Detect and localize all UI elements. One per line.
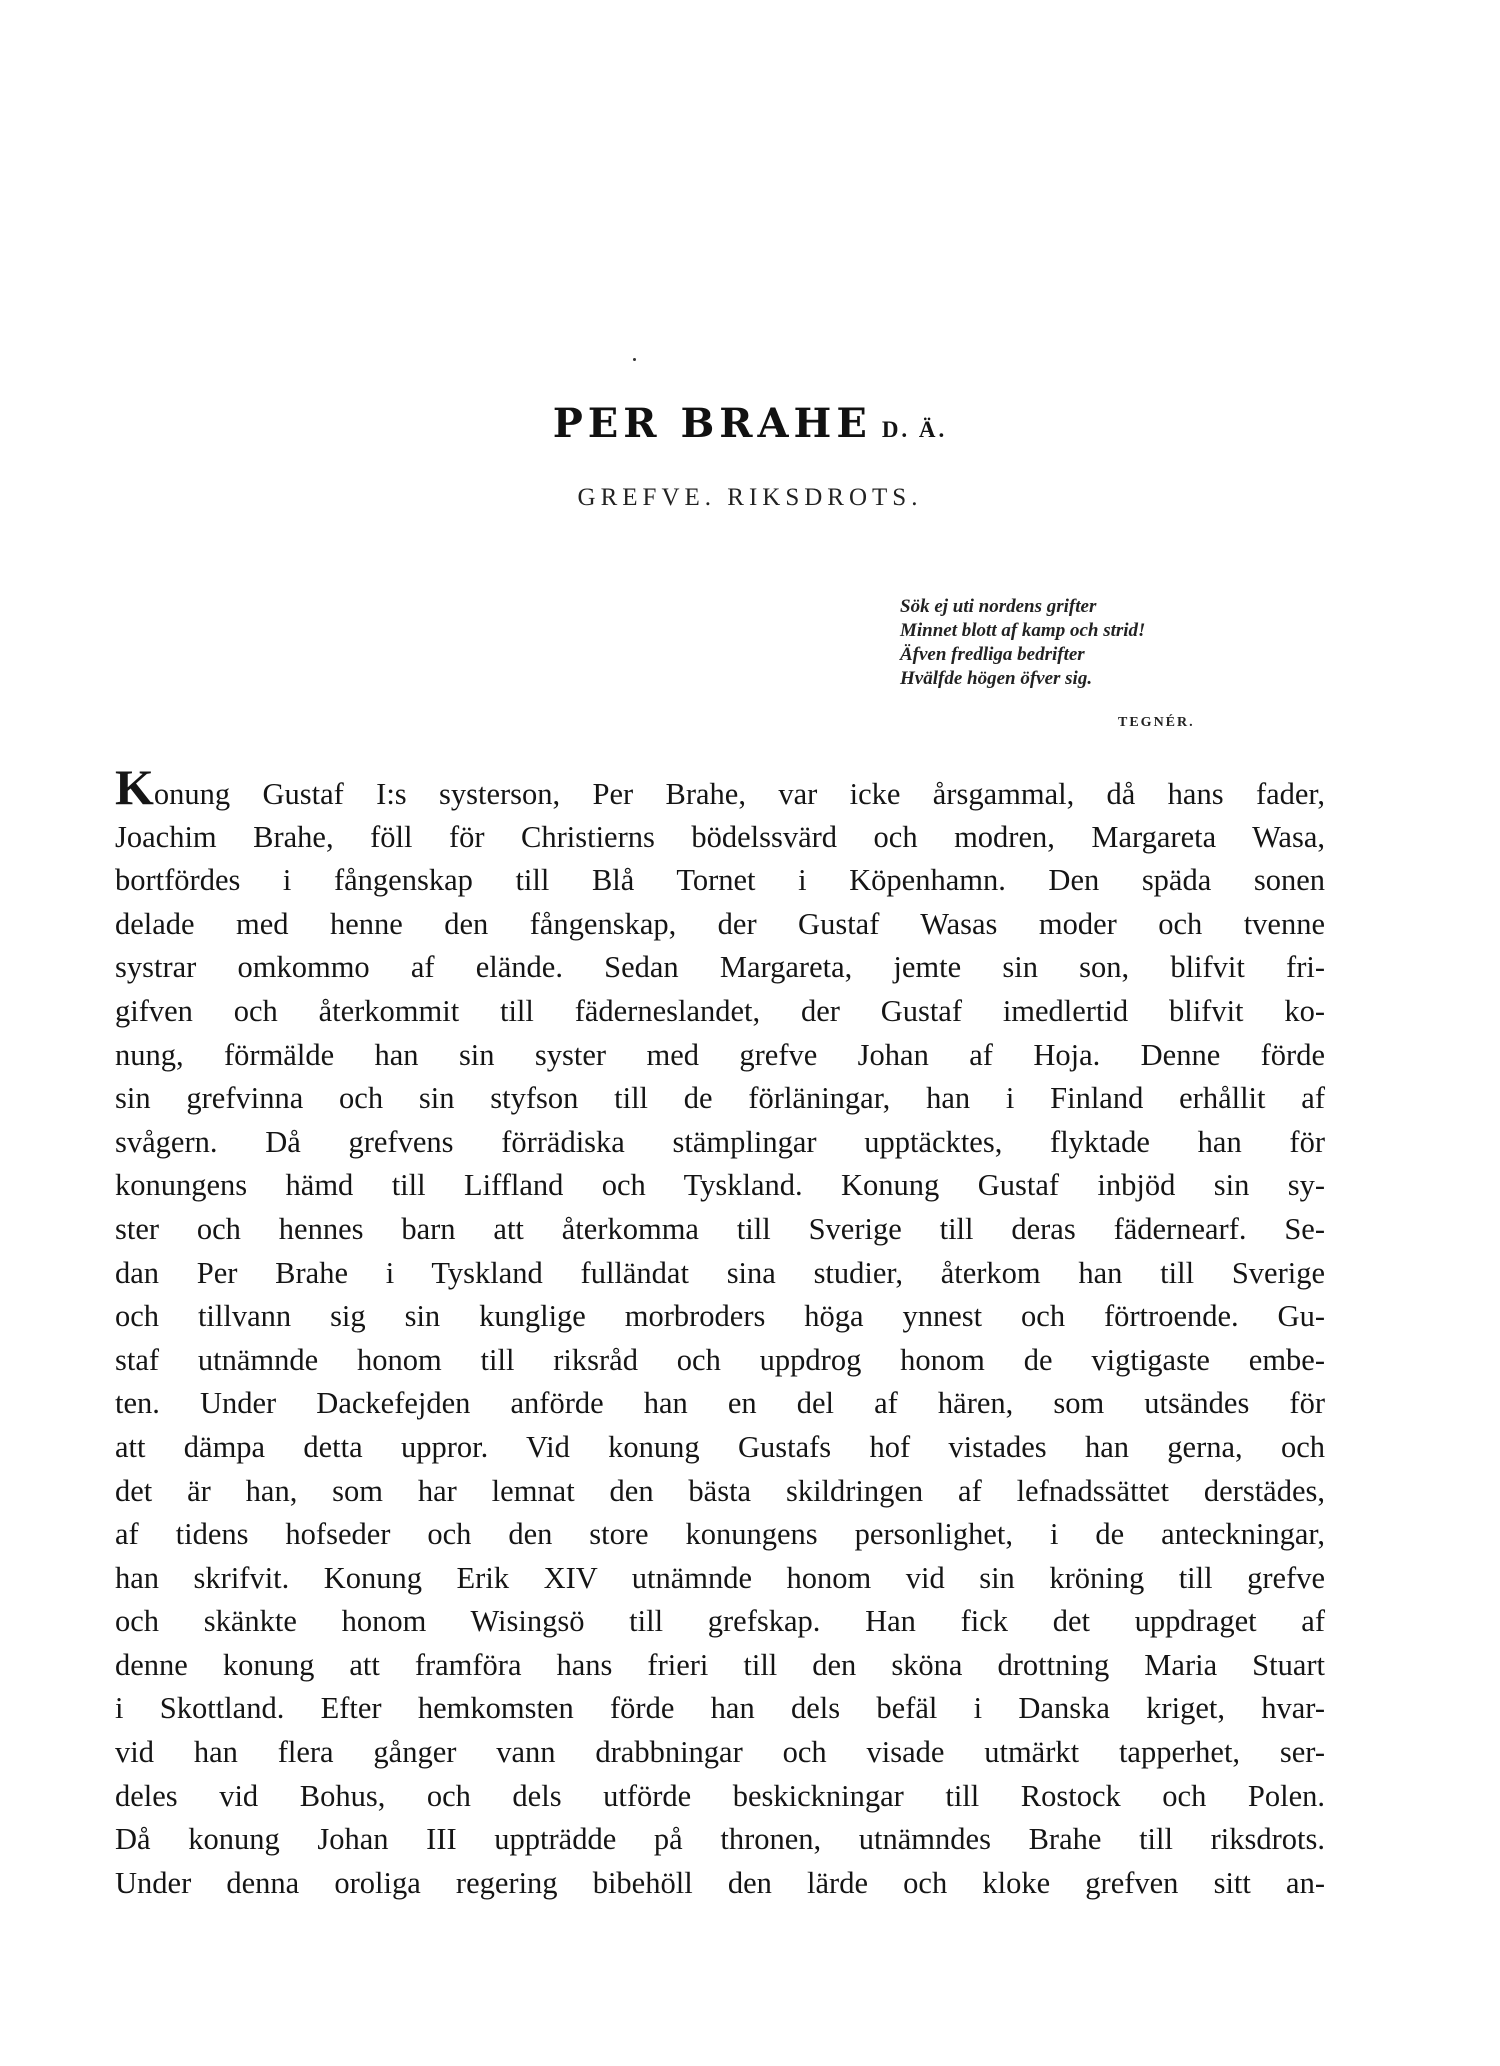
text-line: ster och hennes barn att återkomma till Sverige till deras fädernearf. Se- bbox=[115, 1211, 1325, 1246]
text-line: deles vid Bohus, och dels utförde beskickningar till Rostock och Polen. bbox=[115, 1778, 1325, 1813]
body-text bbox=[115, 759, 1325, 1905]
text-line: svågern. Då grefvens förrädiska stämplingar upptäcktes, flyktade han för bbox=[115, 1124, 1325, 1159]
text-line: sin grefvinna och sin styfson till de förläningar, han i Finland erhållit af bbox=[115, 1081, 1325, 1116]
text-line: och tillvann sig sin kunglige morbroders höga ynnest och förtroende. Gu- bbox=[115, 1299, 1325, 1334]
text-line: gifven och återkommit till fäderneslandet, der Gustaf imedlertid blifvit ko- bbox=[115, 993, 1325, 1028]
title-block bbox=[0, 400, 1500, 447]
text-line: ten. Under Dackefejden anförde han en del af hären, som utsändes för bbox=[115, 1386, 1325, 1421]
text-line: han skrifvit. Konung Erik XIV utnämnde honom vid sin kröning till grefve bbox=[115, 1560, 1325, 1595]
text-line: i Skottland. Efter hemkomsten förde han dels befäl i Danska kriget, hvar- bbox=[115, 1691, 1325, 1726]
text-line-first bbox=[115, 759, 1325, 816]
text-line: bortfördes i fångenskap till Blå Tornet i Köpenhamn. Den späda sonen bbox=[115, 863, 1325, 898]
ink-speck bbox=[633, 358, 636, 361]
text-line: vid han flera gånger vann drabbningar och visade utmärkt tapperhet, ser- bbox=[115, 1735, 1325, 1770]
page-title: PER BRAHE bbox=[552, 400, 872, 447]
first-line-text: onung Gustaf I:s systerson, Per Brahe, var icke årsgammal, då hans fader, bbox=[153, 777, 1325, 811]
text-line: nung, förmälde han sin syster med grefve Johan af Hoja. Denne förde bbox=[115, 1037, 1325, 1072]
text-line: dan Per Brahe i Tyskland fulländat sina studier, återkom han till Sverige bbox=[115, 1255, 1325, 1290]
text-line: konungens hämd till Liffland och Tyskland. Konung Gustaf inbjöd sin sy- bbox=[115, 1168, 1325, 1203]
epigraph-line: Sök ej uti nordens grifter bbox=[900, 596, 1097, 617]
epigraph-line: Hvälfde högen öfver sig. bbox=[900, 668, 1093, 689]
text-line: systrar omkommo af elände. Sedan Margareta, jemte sin son, blifvit fri- bbox=[115, 950, 1325, 985]
text-line: Då konung Johan III uppträdde på thronen, utnämndes Brahe till riksdrots. bbox=[115, 1822, 1325, 1857]
text-line: och skänkte honom Wisingsö till grefskap. Han fick det uppdraget af bbox=[115, 1604, 1325, 1639]
epigraph-author: TEGNÉR. bbox=[1118, 715, 1195, 730]
text-line: det är han, som har lemnat den bästa skildringen af lefnadssättet derstädes, bbox=[115, 1473, 1325, 1508]
epigraph-line: Minnet blott af kamp och strid! bbox=[900, 620, 1146, 641]
epigraph bbox=[900, 595, 1380, 691]
text-line: delade med henne den fångenskap, der Gustaf Wasas moder och tvenne bbox=[115, 906, 1325, 941]
text-line: af tidens hofseder och den store konungens personlighet, i de anteckningar, bbox=[115, 1517, 1325, 1552]
drop-cap: K bbox=[115, 759, 154, 815]
text-line: staf utnämnde honom till riksråd och uppdrog honom de vigtigaste embe- bbox=[115, 1342, 1325, 1377]
text-line: att dämpa detta uppror. Vid konung Gustafs hof vistades han gerna, och bbox=[115, 1429, 1325, 1464]
title-suffix: D. Ä. bbox=[881, 417, 948, 442]
text-line: Under denna oroliga regering bibehöll den lärde och kloke grefven sitt an- bbox=[115, 1865, 1325, 1900]
page-subtitle: GREFVE. RIKSDROTS. bbox=[577, 484, 923, 511]
text-line: denne konung att framföra hans frieri till den sköna drottning Maria Stuart bbox=[115, 1647, 1325, 1682]
epigraph-line: Äfven fredliga bedrifter bbox=[900, 644, 1085, 665]
text-line: Joachim Brahe, föll för Christierns bödelssvärd och modren, Margareta Wasa, bbox=[115, 819, 1325, 854]
